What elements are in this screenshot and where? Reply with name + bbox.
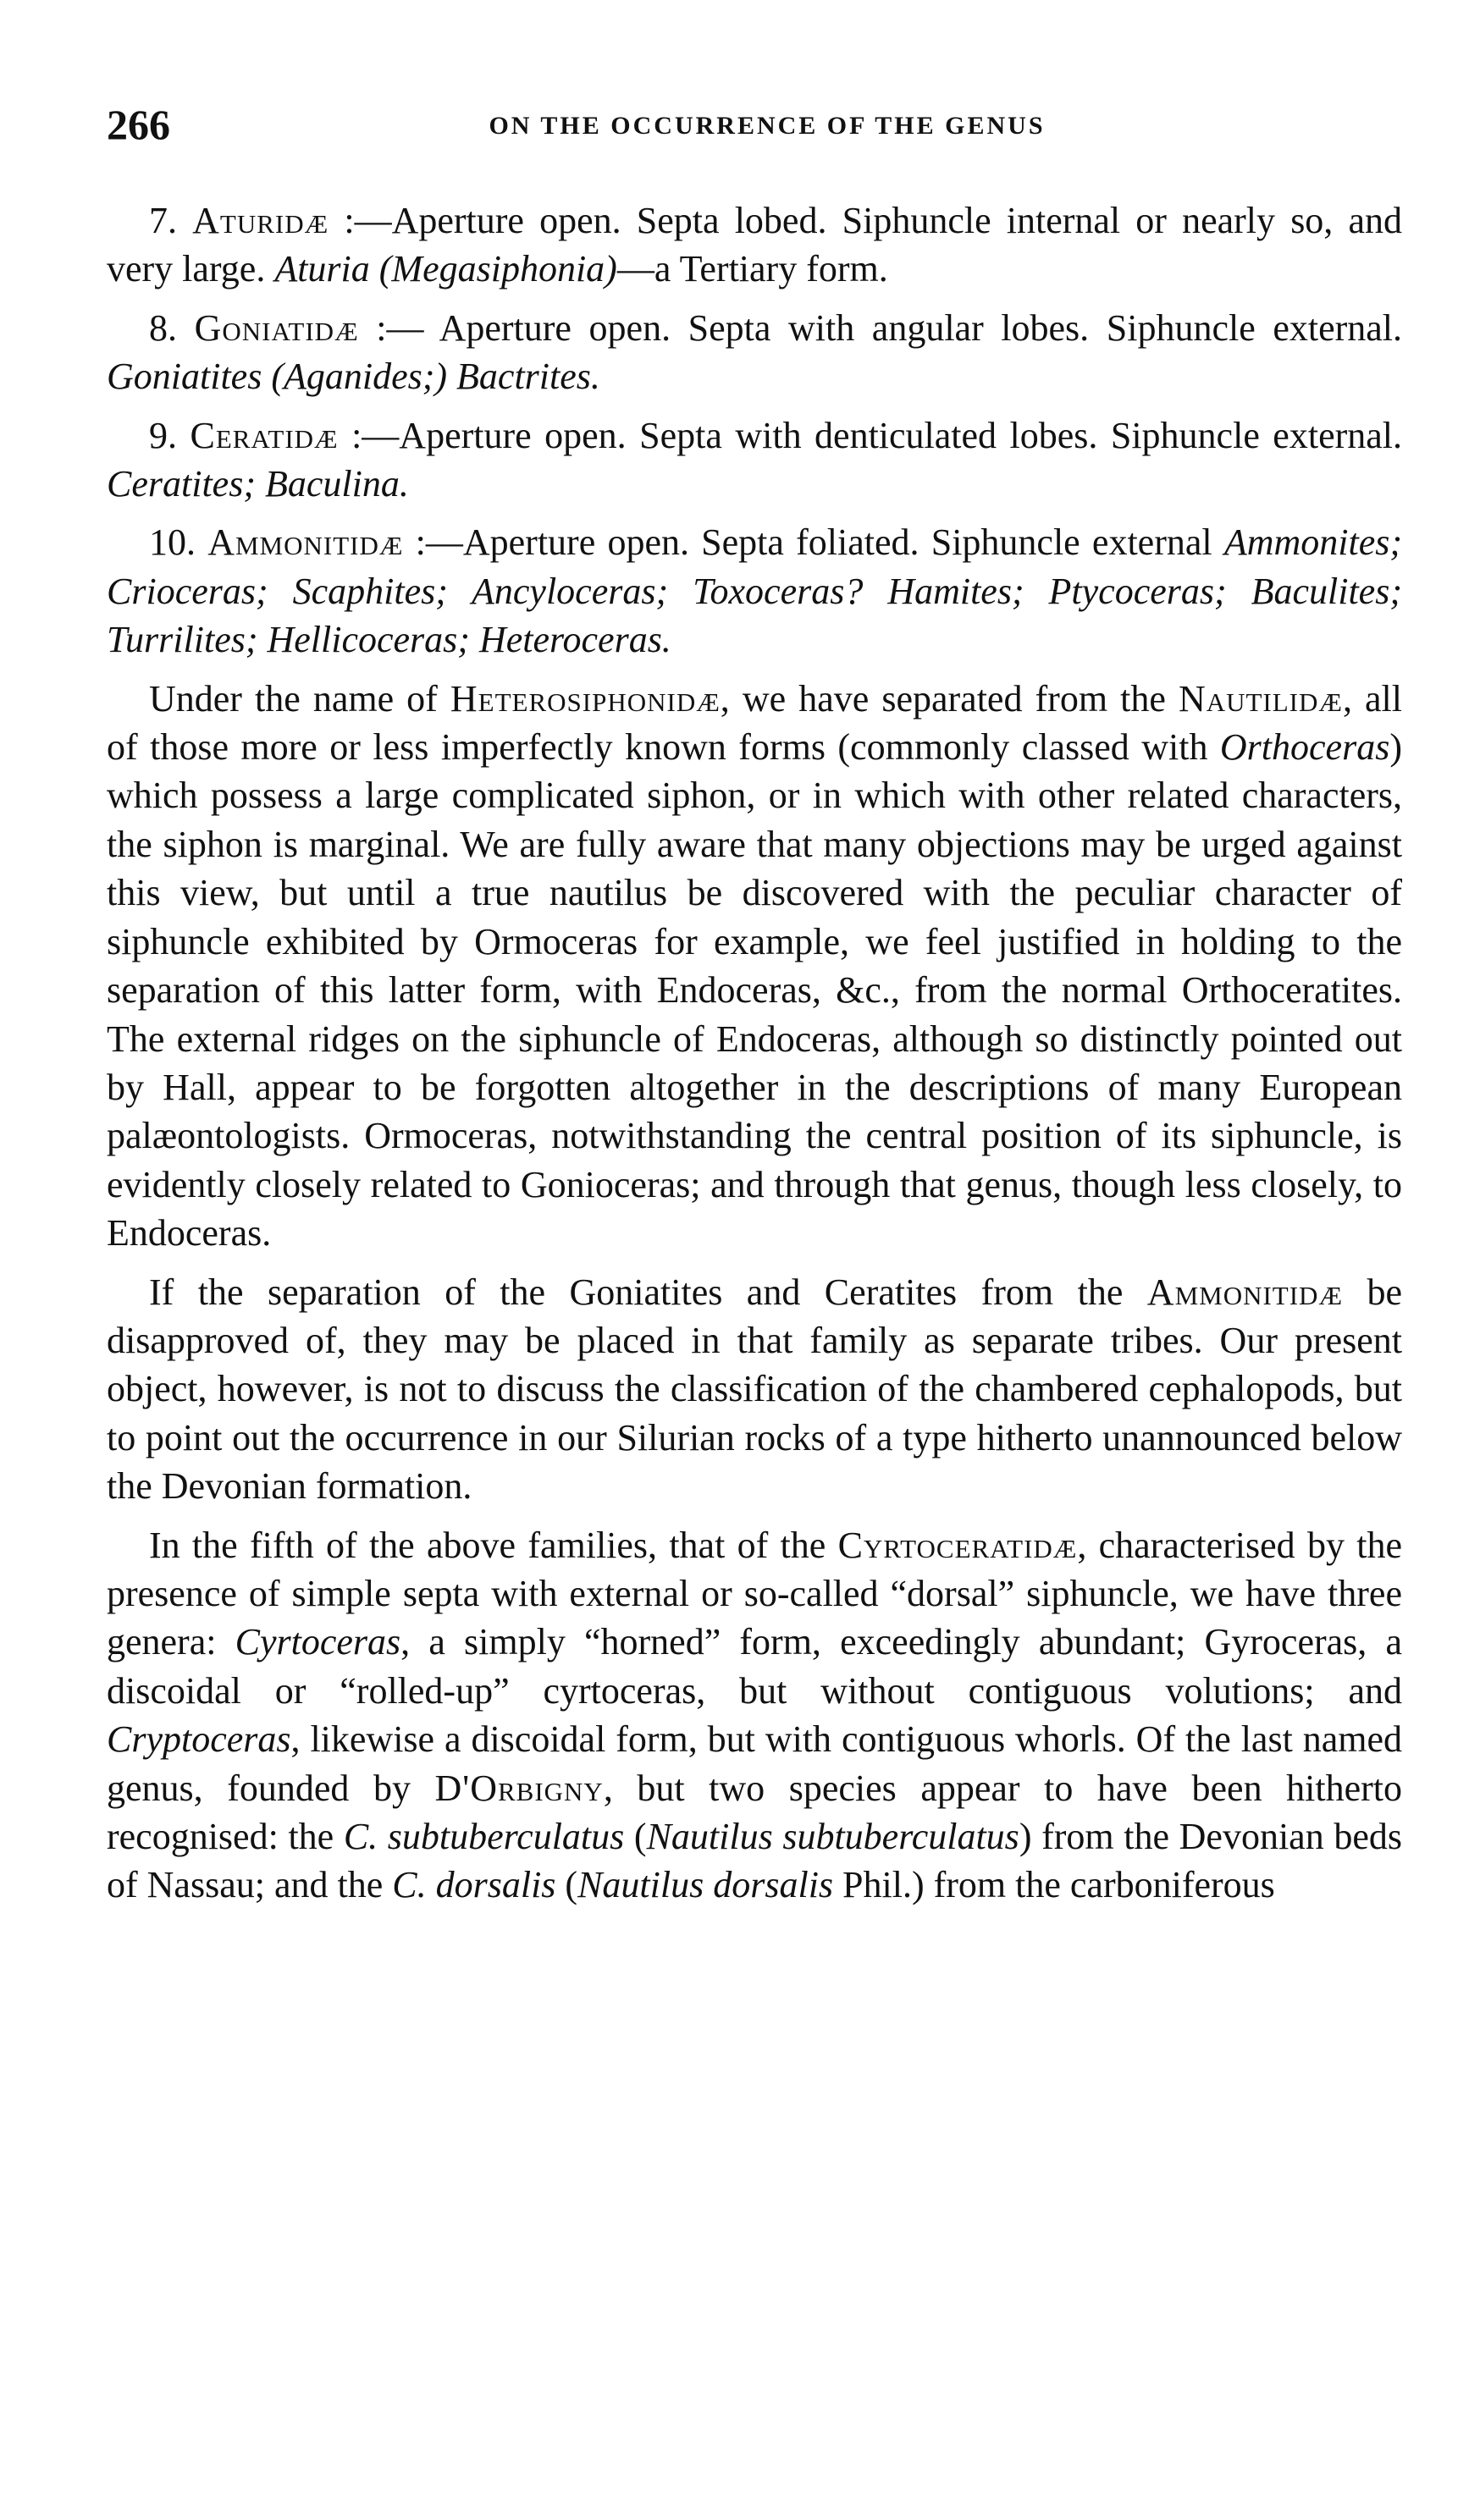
text-run: be disapproved of, they may be placed in that family as separate tribes. Our present object, however, is not to discuss the classification of the chambered cephalopods, but to point out the occurrence in our Silurian rocks of a type hitherto unannounced below the Devonian formation.: [107, 1271, 1402, 1508]
author-name: D'Orbigny: [434, 1767, 604, 1809]
text-run: Phil.) from the carboniferous: [833, 1864, 1275, 1906]
text-run: , characterised by the presence of simple septa with external or so-called “dorsal” siphuncle, we have three genera:: [107, 1524, 1402, 1663]
text-run: (: [624, 1816, 647, 1857]
text-run: If the separation of the Goniatites and Ceratites from the: [149, 1271, 1147, 1313]
text-run: (: [555, 1864, 578, 1906]
family-entry-ammonitidae: [107, 518, 1402, 664]
text-run: , but two species appear to have been hitherto recognised: the: [107, 1767, 1402, 1857]
text-run: In the fifth of the above families, that of the: [149, 1524, 838, 1566]
text-run: ) which possess a large complicated siphon, or in which with other related characters, the siphon is marginal. We are fully aware that many objections may be urged against this view, but until a true nautilus be discovered with the peculiar character of siphuncle exhibited by Ormoceras for example, we feel justified in holding to the separation of this latter form, with Endoceras, &c., from the normal Orthoceratites. The external ridges on the siphuncle of Endoceras, although so distinctly pointed out by Hall, appear to be forgotten altogether in the descriptions of many European palæontologists. Ormoceras, notwithstanding the central position of its siphuncle, is evidently closely related to Gonioceras; and through that genus, though less closely, to Endoceras.: [107, 726, 1402, 1254]
family-name: Nautilidæ: [1178, 677, 1343, 720]
running-title: ON THE OCCURRENCE OF THE GENUS: [489, 112, 1046, 140]
body-text: [107, 196, 1402, 1910]
family-name: Ammonitidæ: [1146, 1271, 1344, 1313]
genus-name: Orthoceras: [1219, 726, 1390, 769]
text-run: , we have separated from the: [720, 677, 1179, 720]
genus-name: Cyrtoceras: [235, 1621, 401, 1663]
family-name: Goniatidæ: [194, 306, 359, 349]
family-description: :—Aperture open. Septa lobed. Siphuncle internal or nearly so, and very large.: [107, 200, 1402, 290]
text-run: , a simply “horned” form, exceedingly abundant; Gyroceras, a discoidal or “rolled-up” cyrtoceras, but without contiguous volutions; and: [107, 1621, 1402, 1712]
species-name: Nautilus subtuberculatus: [646, 1816, 1019, 1857]
family-genera: Ammonites; Crioceras; Scaphites; Ancyloceras; Toxoceras? Hamites; Ptycoceras; Baculites; Turrilites; Hellicoceras; Heteroceras.: [107, 521, 1402, 661]
species-name: Nautilus dorsalis: [577, 1864, 834, 1906]
paragraph-cyrtoceratidae: [107, 1521, 1402, 1910]
family-number: 10.: [149, 521, 196, 564]
genus-name: Cryptoceras: [107, 1718, 291, 1761]
text-run: , likewise a discoidal form, but with contiguous whorls. Of the last named genus, founded by: [107, 1718, 1402, 1809]
family-description: :—Aperture open. Septa with denticulated lobes. Siphuncle external.: [338, 414, 1402, 456]
family-genera: Aturia (Megasiphonia): [274, 248, 617, 290]
paragraph-separation: [107, 1268, 1402, 1511]
family-number: 7.: [149, 200, 177, 241]
text-run: ) from the Devonian beds of Nassau; and the: [107, 1816, 1402, 1906]
paragraph-heterosiphonidae: [107, 675, 1402, 1258]
family-name: Heterosiphonidæ: [450, 677, 721, 720]
family-name: Ceratidæ: [190, 414, 339, 456]
text-run: Under the name of: [149, 677, 450, 720]
family-tail: —a Tertiary form.: [616, 248, 888, 290]
text-run: , all of those more or less imperfectly known forms (commonly classed with: [107, 677, 1403, 769]
family-entry-ceratidae: [107, 411, 1402, 509]
family-name: Aturidæ: [192, 200, 329, 241]
family-genera: Goniatites (Aganides;) Bactrites.: [107, 356, 600, 398]
family-number: 9.: [149, 414, 177, 456]
family-description: :—Aperture open. Septa foliated. Siphuncle external: [403, 521, 1224, 564]
family-genera: Ceratites; Baculina.: [107, 463, 409, 505]
family-name: Ammonitidæ: [207, 521, 404, 564]
family-number: 8.: [149, 306, 177, 349]
page-header: [107, 100, 1428, 151]
family-description: :— Aperture open. Septa with angular lobes. Siphuncle external.: [358, 306, 1403, 349]
family-entry-aturidae: [107, 196, 1402, 294]
page-number: 266: [107, 101, 170, 148]
species-name: C. dorsalis: [392, 1864, 556, 1906]
family-name: Cyrtoceratidæ: [837, 1524, 1078, 1566]
species-name: C. subtuberculatus: [343, 1816, 625, 1857]
family-entry-goniatidae: [107, 304, 1402, 401]
